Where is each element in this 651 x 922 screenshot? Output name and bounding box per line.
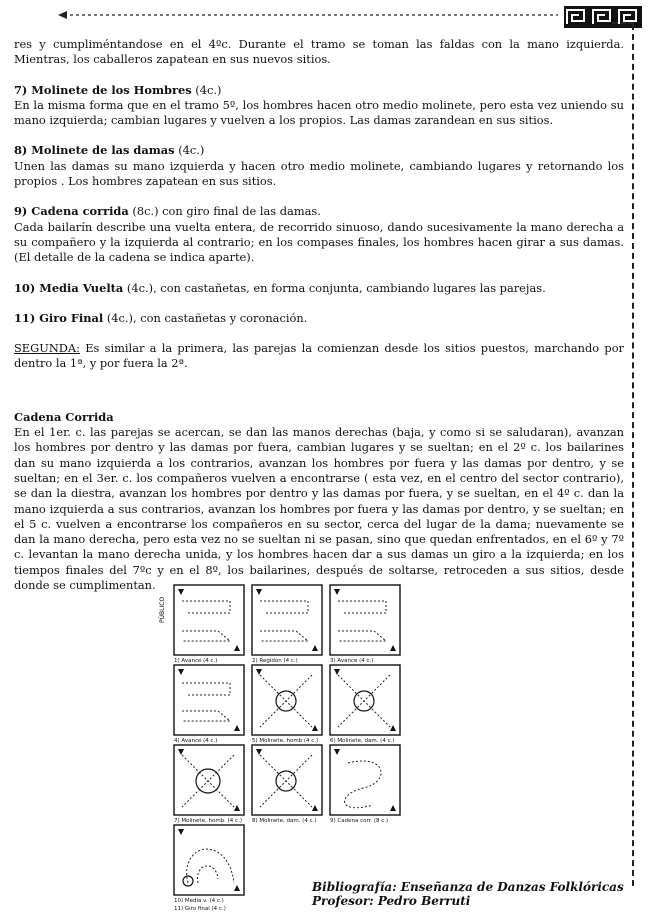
segunda-paragraph (14, 341, 624, 372)
segunda-text: Es similar a la primera, las parejas la comienzan desde los sitios puestos, marchando por dentro la 1ª, y por fuera la 2ª. (14, 341, 624, 371)
section-count: (4c.) (191, 82, 222, 97)
cadena-diagrams (158, 583, 408, 913)
section-title: 10) Media Vuelta (14, 280, 124, 295)
diagram-caption: 2) Regidón (4 c.) (252, 658, 298, 664)
section-7 (14, 83, 624, 129)
cadena-body: En el 1er. c. las parejas se acercan, se dan las manos derechas (baja, y como si se saludaran), avanzan los hombres por dentro y las damas por fuera, cambian lugares y se sueltan; en el 2º c. los bailarines dan su mano izquierda a los contrarios, avanzan los hombres por fuera y las damas por dentro, y se sueltan; en el 3er. c. los compañeros vuelven a encontrarse ( esta vez, en el centro del sector contrario), se dan la diestra, avanzan los hombres por dentro y las damas por fuera, y se sueltan, en el 4º c. dan la mano izquierda a sus contrarios, avanzan los hombres por fuera y las damas por dentro, y se sueltan; en el 5 c. vuelven a encontrarse los compañeros en su sector, cerca del lugar de la dama; nuevamente se dan la mano derecha, pero esta vez no se sueltan ni se pasan, sino que quedan enfrentados, en el 6º y 7º c. levantan la mano derecha unida, y los hombres hacen dar a sus damas un giro a la izquierda; en los tiempos finales del 7ºc y en el 8º, los bailarines, después de soltarse, retroceden a sus sitios, desde donde se cumplimentan. (14, 425, 624, 593)
bibliography-line-1: Bibliografía: Enseñanza de Danzas Folklóricas (312, 880, 624, 894)
diagram-1-frame (174, 585, 244, 655)
section-count: (8c.) con giro final de las damas. (128, 204, 321, 219)
section-title: 8) Molinete de las damas (14, 143, 175, 158)
section-count: (4c.), con castañetas, en forma conjunta, cambiando lugares las parejas. (123, 280, 546, 295)
section-title: 7) Molinete de los Hombres (14, 82, 192, 97)
diagram-side-label: PÚBLICO (159, 596, 166, 623)
section-body: En la misma forma que en el tramo 5º, los hombres hacen otro medio molinete, pero esta vez uniendo su mano izquierda; cambian lugares y vuelven a los propios. Las damas zarandean en sus sitios. (14, 97, 624, 128)
section-title: 11) Giro Final (14, 310, 104, 325)
section-count: (4c.) (174, 143, 205, 158)
section-body: Cada bailarín describe una vuelta entera, de recorrido sinuoso, dando sucesivamente la mano derecha a su compañero y la izquierda al contrario; en los compases finales, los hombres hacen girar a sus damas. (El detalle de la cadena se indica aparte). (14, 219, 624, 265)
cadena-section (14, 410, 624, 594)
header-dashed-arrow (58, 9, 558, 21)
diagram-caption: 11) Giro final (4 c.) (174, 906, 226, 912)
diagram-caption: 4) Avance (4 c.) (174, 738, 218, 744)
diagram-4-frame (174, 665, 244, 735)
document-body (14, 37, 624, 593)
diagram-caption: 1) Avance (4 c.) (174, 658, 218, 664)
bibliography-line-2: Profesor: Pedro Berruti (312, 894, 471, 908)
diagram-caption: 10) Media v. (4 c.) (174, 898, 224, 904)
diagram-caption: 3) Avance (4 c.) (330, 658, 374, 664)
diagram-caption: 5) Molinete, homb (4 c.) (252, 738, 319, 744)
bibliography (312, 880, 624, 908)
segunda-label: SEGUNDA: (14, 341, 80, 356)
cadena-title: Cadena Corrida (14, 409, 114, 424)
frame-dash-top (612, 22, 634, 26)
diagram-caption: 7) Molinete, homb. (4 c.) (174, 818, 242, 824)
section-11 (14, 311, 624, 326)
section-body: Unen las damas su mano izquierda y hacen otro medio molinete, cambiando lugares y retornando los propios . Los hombres zapatean en sus sitios. (14, 158, 624, 189)
section-8 (14, 143, 624, 189)
section-title: 9) Cadena corrida (14, 204, 129, 219)
frame-dash-right (632, 24, 636, 886)
section-count: (4c.), con castañetas y coronación. (103, 310, 308, 325)
section-10 (14, 281, 624, 296)
diagram-2-frame (252, 585, 322, 655)
section-9 (14, 204, 624, 265)
diagram-9-frame (330, 745, 400, 815)
intro-paragraph: res y cumpliméntandose en el 4ºc. Durante el tramo se toman las faldas con la mano izquierda. Mientras, los caballeros zapatean en sus nuevos sitios. (14, 37, 624, 67)
diagram-caption: 9) Cadena corr. (8 c.) (330, 818, 389, 824)
diagram-caption: 6) Molinete, dam. (4 c.) (330, 738, 395, 744)
diagram-caption: 8) Molinete, dam. (4 c.) (252, 818, 317, 824)
diagram-3-frame (330, 585, 400, 655)
